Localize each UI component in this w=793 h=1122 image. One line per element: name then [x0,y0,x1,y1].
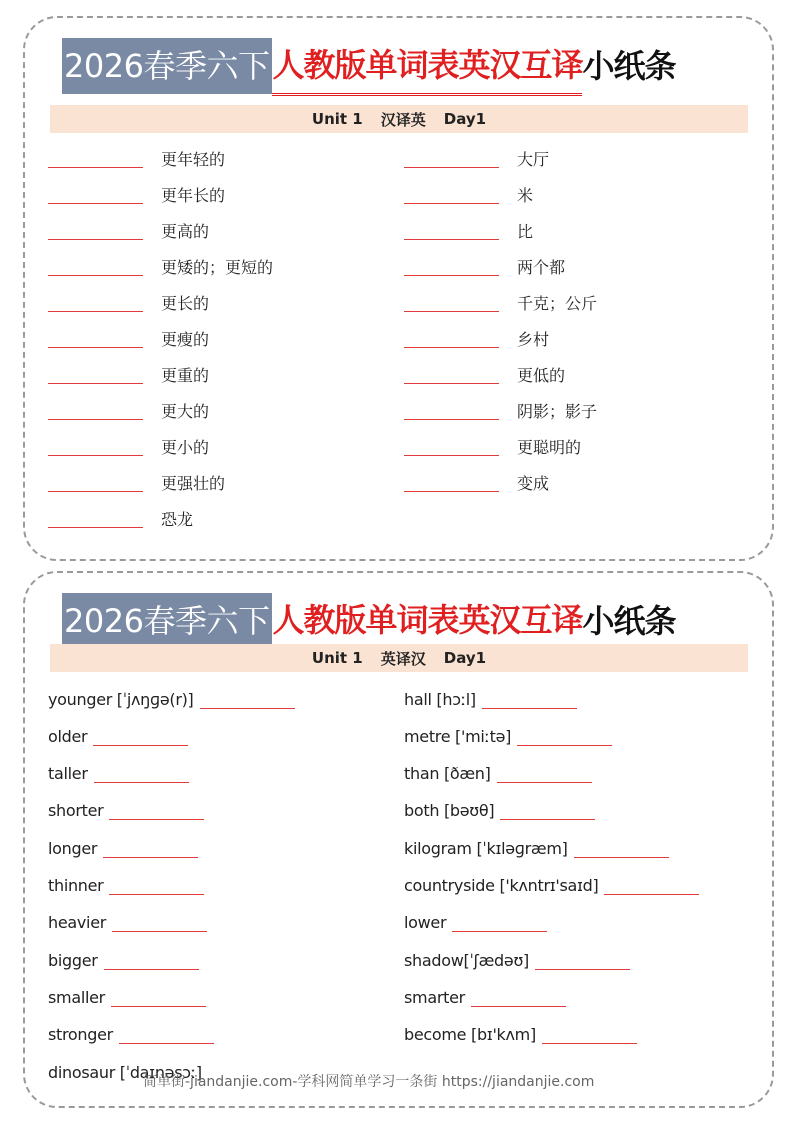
answer-blank[interactable] [48,473,143,492]
word-row [404,143,549,173]
word-row [404,179,533,209]
word-row [48,287,209,317]
word-row [48,503,193,533]
english-word: become [bɪ'kʌm] [404,1025,536,1045]
answer-blank[interactable] [452,913,547,932]
word-row [48,395,209,425]
chinese-word: 千克；公斤 [517,293,598,313]
word-row [404,359,565,389]
word-row [404,684,577,714]
answer-blank[interactable] [48,185,143,204]
chinese-word: 恐龙 [161,509,194,529]
answer-blank[interactable] [48,257,143,276]
english-word: countryside ['kʌntrɪ'saɪd] [404,876,599,895]
section-mode: 汉译英 [380,110,426,129]
section-day: Day1 [443,649,487,667]
answer-blank[interactable] [404,149,499,168]
answer-blank[interactable] [94,764,189,783]
answer-blank[interactable] [542,1025,637,1044]
english-word: both [bəʊθ] [404,801,495,821]
word-row [48,143,225,173]
english-word: stronger [48,1025,113,1045]
word-row [404,982,566,1012]
word-row [404,796,595,826]
english-word: older [48,726,88,746]
title-tail: 小纸条 [582,602,676,640]
word-row [404,215,533,245]
word-row [48,1020,214,1050]
title-highlight: 人教版单词表英汉互译 [272,592,582,651]
answer-blank[interactable] [471,988,566,1007]
answer-blank[interactable] [574,839,669,858]
answer-blank[interactable] [109,801,204,820]
english-word: hall [hɔːl] [404,689,476,709]
chinese-word: 比 [517,221,534,241]
word-row [48,908,207,938]
answer-blank[interactable] [404,257,499,276]
answer-blank[interactable] [517,727,612,746]
english-word: shadow[ˈʃædəʊ] [404,950,529,970]
word-row [48,945,199,975]
word-row [404,945,630,975]
answer-blank[interactable] [48,221,143,240]
section-mode: 英译汉 [380,649,426,668]
chinese-word: 更瘦的 [161,329,210,349]
word-row [48,796,204,826]
word-row [404,467,549,497]
chinese-word: 更高的 [161,221,210,241]
word-row [48,323,209,353]
english-word: than [ðæn] [404,764,491,784]
word-row [404,287,597,317]
chinese-word: 两个都 [517,257,566,277]
word-row [48,684,295,714]
answer-blank[interactable] [535,951,630,970]
chinese-word: 更年轻的 [161,149,226,169]
answer-blank[interactable] [404,221,499,240]
answer-blank[interactable] [604,876,699,895]
section-header [50,105,748,133]
chinese-word: 更聪明的 [517,437,582,457]
english-word: dinosaur [ˈdaɪnəsɔː] [48,1062,202,1082]
english-word: thinner [48,876,104,895]
section-unit: Unit 1 [311,110,363,128]
word-row [404,323,549,353]
answer-blank[interactable] [119,1025,214,1044]
answer-blank[interactable] [482,690,577,709]
chinese-word: 更重的 [161,365,210,385]
chinese-word: 更小的 [161,437,210,457]
english-word: bigger [48,950,98,970]
english-word: younger [ˈjʌŋɡə(r)] [48,689,194,709]
title-year: 2026春季六下 [62,593,272,649]
english-word: longer [48,838,98,858]
word-row [404,395,597,425]
word-row [404,1020,637,1050]
english-word: taller [48,764,88,784]
word-row [48,871,204,901]
english-word: smaller [48,987,105,1007]
word-row [404,721,612,751]
word-row [404,908,547,938]
word-row [48,467,225,497]
answer-blank[interactable] [404,329,499,348]
answer-blank[interactable] [104,951,199,970]
chinese-word: 变成 [517,473,550,493]
answer-blank[interactable] [48,293,143,312]
word-row [404,759,592,789]
title-highlight: 人教版单词表英汉互译 [272,37,582,96]
answer-blank[interactable] [112,913,207,932]
title-tail: 小纸条 [582,47,676,85]
word-row [404,431,581,461]
answer-blank[interactable] [500,801,595,820]
answer-blank[interactable] [48,401,143,420]
answer-blank[interactable] [48,329,143,348]
word-row [404,251,565,281]
answer-blank[interactable] [93,727,188,746]
word-row [404,833,669,863]
section-header [50,644,748,672]
chinese-word: 大厅 [517,149,550,169]
answer-blank[interactable] [200,690,295,709]
answer-blank[interactable] [404,401,499,420]
answer-blank[interactable] [48,365,143,384]
word-row [48,431,209,461]
chinese-word: 米 [517,185,534,205]
footer-watermark: 简单街-jiandanjie.com-学科网简单学习一条街 https://jiandanjie.com [143,1074,595,1090]
card-title [62,38,675,94]
english-word: lower [404,913,447,933]
answer-blank[interactable] [404,185,499,204]
word-row [404,871,699,901]
word-row [48,833,198,863]
word-row [48,759,189,789]
word-row [48,721,188,751]
english-word: metre ['miːtə] [404,726,512,746]
answer-blank[interactable] [109,876,204,895]
word-row [48,215,209,245]
english-word: smarter [404,987,465,1007]
answer-blank[interactable] [48,437,143,456]
answer-blank[interactable] [404,437,499,456]
chinese-word: 更强壮的 [161,473,226,493]
answer-blank[interactable] [111,988,206,1007]
word-row [48,179,225,209]
english-word: heavier [48,913,107,933]
chinese-word: 阴影；影子 [517,401,598,421]
title-year: 2026春季六下 [62,38,272,94]
chinese-word: 更年长的 [161,185,226,205]
answer-blank[interactable] [404,365,499,384]
english-word: shorter [48,801,104,821]
chinese-word: 更长的 [161,293,210,313]
chinese-word: 乡村 [517,329,550,349]
chinese-word: 更矮的；更短的 [161,257,274,277]
section-unit: Unit 1 [311,649,363,667]
word-row [48,359,209,389]
english-word: kilogram [ˈkɪləɡræm] [404,838,568,858]
chinese-word: 更大的 [161,401,210,421]
answer-blank[interactable] [497,764,592,783]
answer-blank[interactable] [48,149,143,168]
chinese-word: 更低的 [517,365,566,385]
word-row [48,982,206,1012]
answer-blank[interactable] [48,509,143,528]
card-title [62,593,675,649]
answer-blank[interactable] [404,293,499,312]
answer-blank[interactable] [103,839,198,858]
section-day: Day1 [443,110,487,128]
answer-blank[interactable] [404,473,499,492]
word-row [48,251,273,281]
